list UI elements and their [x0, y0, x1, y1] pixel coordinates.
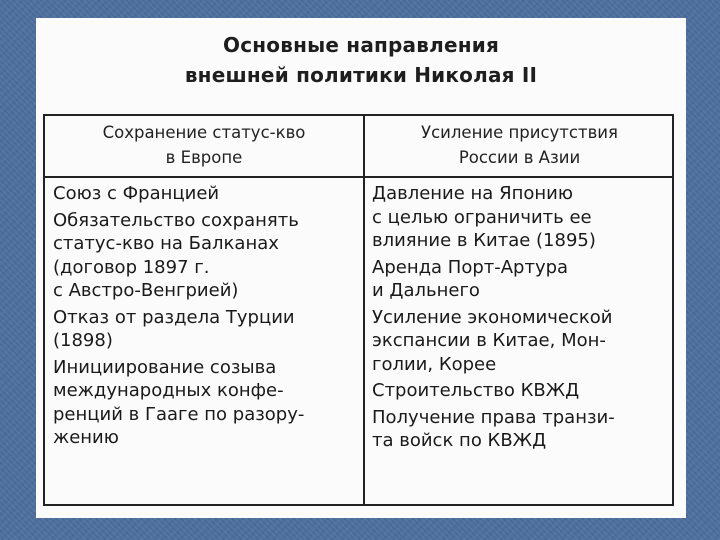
header-asia — [365, 120, 674, 170]
item-line: Строительство КВЖД — [372, 380, 580, 401]
item-line: Обязательство сохранять — [53, 209, 299, 231]
list-item — [372, 306, 672, 377]
item-line: жению — [53, 427, 119, 448]
list-item — [53, 209, 358, 303]
page-title — [36, 30, 686, 90]
list-item — [53, 356, 358, 450]
item-line: ренций в Гааге по разору- — [53, 403, 305, 425]
slide-sheet — [36, 18, 686, 518]
header-europe-line: Сохранение статус-кво — [102, 123, 306, 142]
item-line: и Дальнего — [372, 280, 480, 301]
item-line: влияние в Китае (1895) — [372, 230, 596, 251]
item-line: (договор 1897 г. — [53, 256, 210, 278]
title-line-2: внешней политики Николая II — [184, 63, 538, 87]
item-line: Аренда Порт-Артура — [372, 256, 569, 278]
header-asia-line: Усиление присутствия — [421, 123, 618, 142]
asia-column — [372, 182, 672, 456]
item-line: (1898) — [53, 330, 113, 351]
list-item — [372, 406, 672, 453]
title-line-1: Основные направления — [223, 33, 499, 57]
header-europe — [45, 120, 363, 170]
item-line: с целью ограничить ее — [372, 206, 592, 228]
item-line: Союз с Францией — [53, 183, 220, 204]
item-line: статус-кво на Балканах — [53, 233, 279, 254]
item-line: Усиление экономической — [372, 306, 613, 328]
list-item — [372, 182, 672, 253]
item-line: с Австро-Венгрией) — [53, 280, 239, 301]
list-item — [53, 306, 358, 353]
policy-table — [43, 114, 674, 506]
header-europe-line: в Европе — [165, 148, 243, 167]
column-divider — [363, 116, 365, 504]
header-divider — [45, 176, 672, 178]
item-line: та войск по КВЖД — [372, 430, 547, 451]
europe-column — [53, 182, 358, 453]
item-line: Инициирование созыва — [53, 356, 277, 378]
list-item — [372, 256, 672, 303]
list-item — [372, 379, 672, 403]
list-item — [53, 182, 358, 206]
header-asia-line: России в Азии — [458, 148, 581, 167]
item-line: Получение права транзи- — [372, 406, 615, 428]
item-line: международных конфе- — [53, 380, 284, 401]
item-line: голии, Корее — [372, 353, 497, 375]
item-line: Отказ от раздела Турции — [53, 306, 295, 328]
item-line: экспансии в Китае, Мон- — [372, 330, 606, 351]
item-line: Давление на Японию — [372, 183, 573, 204]
